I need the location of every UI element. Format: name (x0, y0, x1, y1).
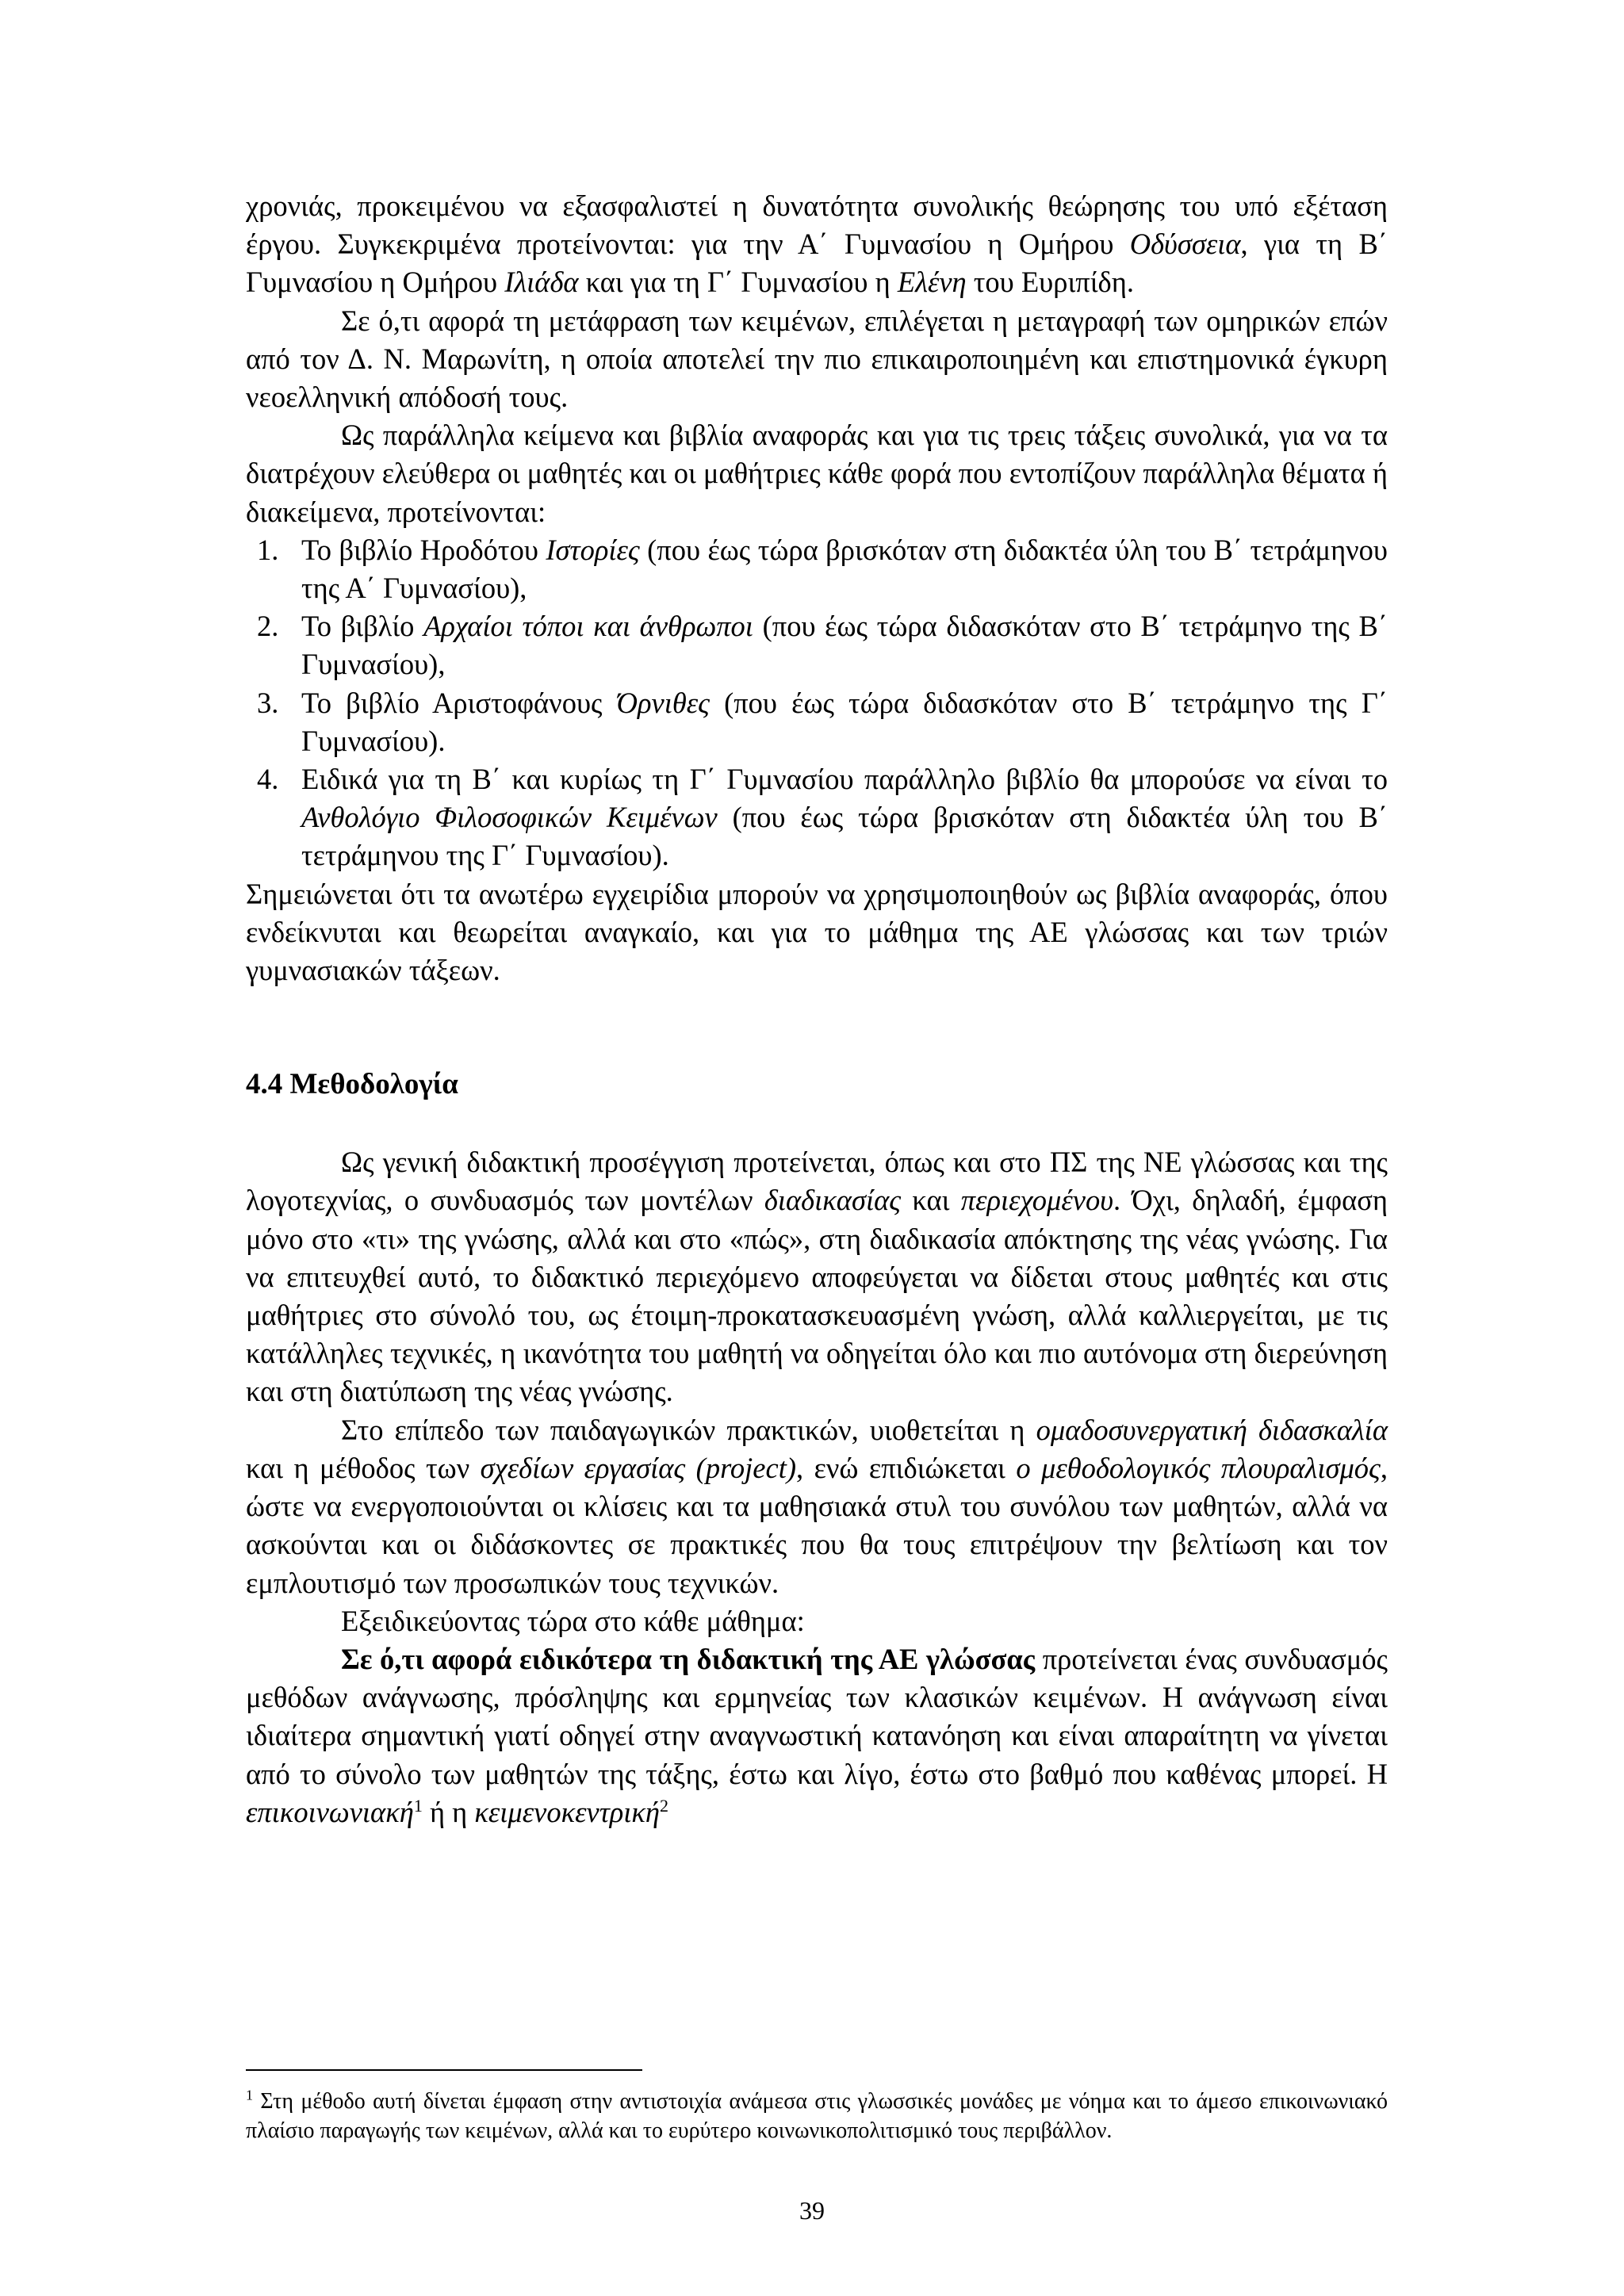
list-item: 4. Ειδικά για τη Β΄ και κυρίως τη Γ΄ Γυμνασίου παράλληλο βιβλίο θα μπορούσε να είναι το Ανθολόγιο Φιλοσοφικών Κειμένων (που έως τώρα βρισκόταν στη διδακτέα ύλη του Β΄ τετράμηνου της Γ΄ Γυμνασίου). (257, 763, 1388, 872)
list-item: 1. Το βιβλίο Ηροδότου Ιστορίες (που έως τώρα βρισκόταν στη διδακτέα ύλη του Β΄ τετράμηνου της Α΄ Γυμνασίου), (257, 533, 1388, 605)
paragraph-specialization: Εξειδικεύοντας τώρα στο κάθε μάθημα: (341, 1604, 805, 1637)
page-number: 39 (799, 2196, 825, 2225)
paragraph-methodology: Ως γενική διδακτική προσέγγιση προτείνεται, όπως και στο ΠΣ της ΝΕ γλώσσας και της λογοτεχνίας, ο συνδυασμός των μοντέλων διαδικασίας και περιεχομένου. Όχι, δηλαδή, έμφαση μόνο στο «τι» της γνώσης, αλλά και στο «πώς», στη διαδικασία απόκτησης της νέας γνώσης. Για να επιτευχθεί αυτό, το διδακτικό περιεχόμενο αποφεύγεται να δίδεται στους μαθητές και στις μαθήτριες στο σύνολό του, ως έτοιμη-προκατασκευασμένη γνώση, αλλά καλλιεργείται, με τις κατάλληλες τεχνικές, η ικανότητα του μαθητή να οδηγείται όλο και πιο αυτόνομα στη διερεύνηση και στη διατύπωση της νέας γνώσης. (246, 1146, 1388, 1408)
paragraph-practices: Στο επίπεδο των παιδαγωγικών πρακτικών, υιοθετείται η ομαδοσυνεργατική διδασκαλία και η μέθοδος των σχεδίων εργασίας (project), ενώ επιδιώκεται ο μεθοδολογικός πλουραλισμός, ώστε να ενεργοποιούνται οι κλίσεις και τα μαθησιακά στυλ του συνόλου των μαθητών, αλλά να ασκούνται και οι διδάσκοντες σε πρακτικές που θα τους επιτρέψουν την βελτίωση και τον εμπλουτισμό των προσωπικών τους τεχνικών. (246, 1413, 1388, 1599)
footnote: $^1$ Στη μέθοδο αυτή δίνεται έμφαση στην αντιστοιχία ανάμεσα στις γλωσσικές μονάδες με νόημα και το άμεσο επικοινωνιακό πλαίσιο παραγωγής των κειμένων, αλλά και το ευρύτερο κοινωνικοπολιτισμικό τους περιβάλλον. (246, 2087, 1388, 2143)
list-item: 2. Το βιβλίο Αρχαίοι τόποι και άνθρωποι (που έως τώρα διδασκόταν στο Β΄ τετράμηνο της Β΄ Γυμνασίου), (257, 610, 1388, 681)
page-body (246, 187, 1388, 1831)
footnote-divider (246, 2069, 642, 2071)
list-item: 3. Το βιβλίο Αριστοφάνους Όρνιθες (που έως τώρα διδασκόταν στο Β΄ τετράμηνο της Γ΄ Γυμνασίου). (257, 686, 1388, 757)
paragraph-ae-language: Σε ό,τι αφορά ειδικότερα τη διδακτική της ΑΕ γλώσσας προτείνεται ένας συνδυασμός μεθόδων ανάγνωσης, πρόσληψης και ερμηνείας των κλασικών κειμένων. Η ανάγνωση είναι ιδιαίτερα σημαντική γιατί οδηγεί στην αναγνωστική κατανόηση και είναι απαραίτητη να γίνεται από το σύνολο των μαθητών της τάξης, έστω και λίγο, έστω στο βαθμό που καθένας μπορεί. Η επικοινωνιακή$^1$ ή η κειμενοκεντρική$^2$ (246, 1642, 1388, 1828)
paragraph-parallel-texts: Ως παράλληλα κείμενα και βιβλία αναφοράς και για τις τρεις τάξεις συνολικά, για να τα διατρέχουν ελεύθερα οι μαθητές και οι μαθήτριες κάθε φορά που εντοπίζουν παράλληλα θέματα ή διακείμενα, προτείνονται: (246, 419, 1388, 528)
section-heading: 4.4 Μεθοδολογία (246, 1068, 458, 1101)
paragraph-continuation: χρονιάς, προκειμένου να εξασφαλιστεί η δυνατότητα συνολικής θεώρησης του υπό εξέταση έργου. Συγκεκριμένα προτείνονται: για την Α΄ Γυμνασίου η Ομήρου Οδύσσεια, για τη Β΄ Γυμνασίου η Ομήρου Ιλιάδα και για τη Γ΄ Γυμνασίου η Ελένη του Ευριπίδη. (246, 189, 1388, 299)
paragraph-note: Σημειώνεται ότι τα ανωτέρω εγχειρίδια μπορούν να χρησιμοποιηθούν ως βιβλία αναφοράς, όπου ενδείκνυται και θεωρείται αναγκαίο, και για το μάθημα της ΑΕ γλώσσας και των τριών γυμνασιακών τάξεων. (246, 877, 1388, 987)
reference-books-list (246, 531, 1388, 875)
paragraph-translation: Σε ό,τι αφορά τη μετάφραση των κειμένων, επιλέγεται η μεταγραφή των ομηρικών επών από τον Δ. Ν. Μαρωνίτη, η οποία αποτελεί την πιο επικαιροποιημένη και επιστημονικά έγκυρη νεοελληνική απόδοσή τους. (246, 304, 1388, 414)
